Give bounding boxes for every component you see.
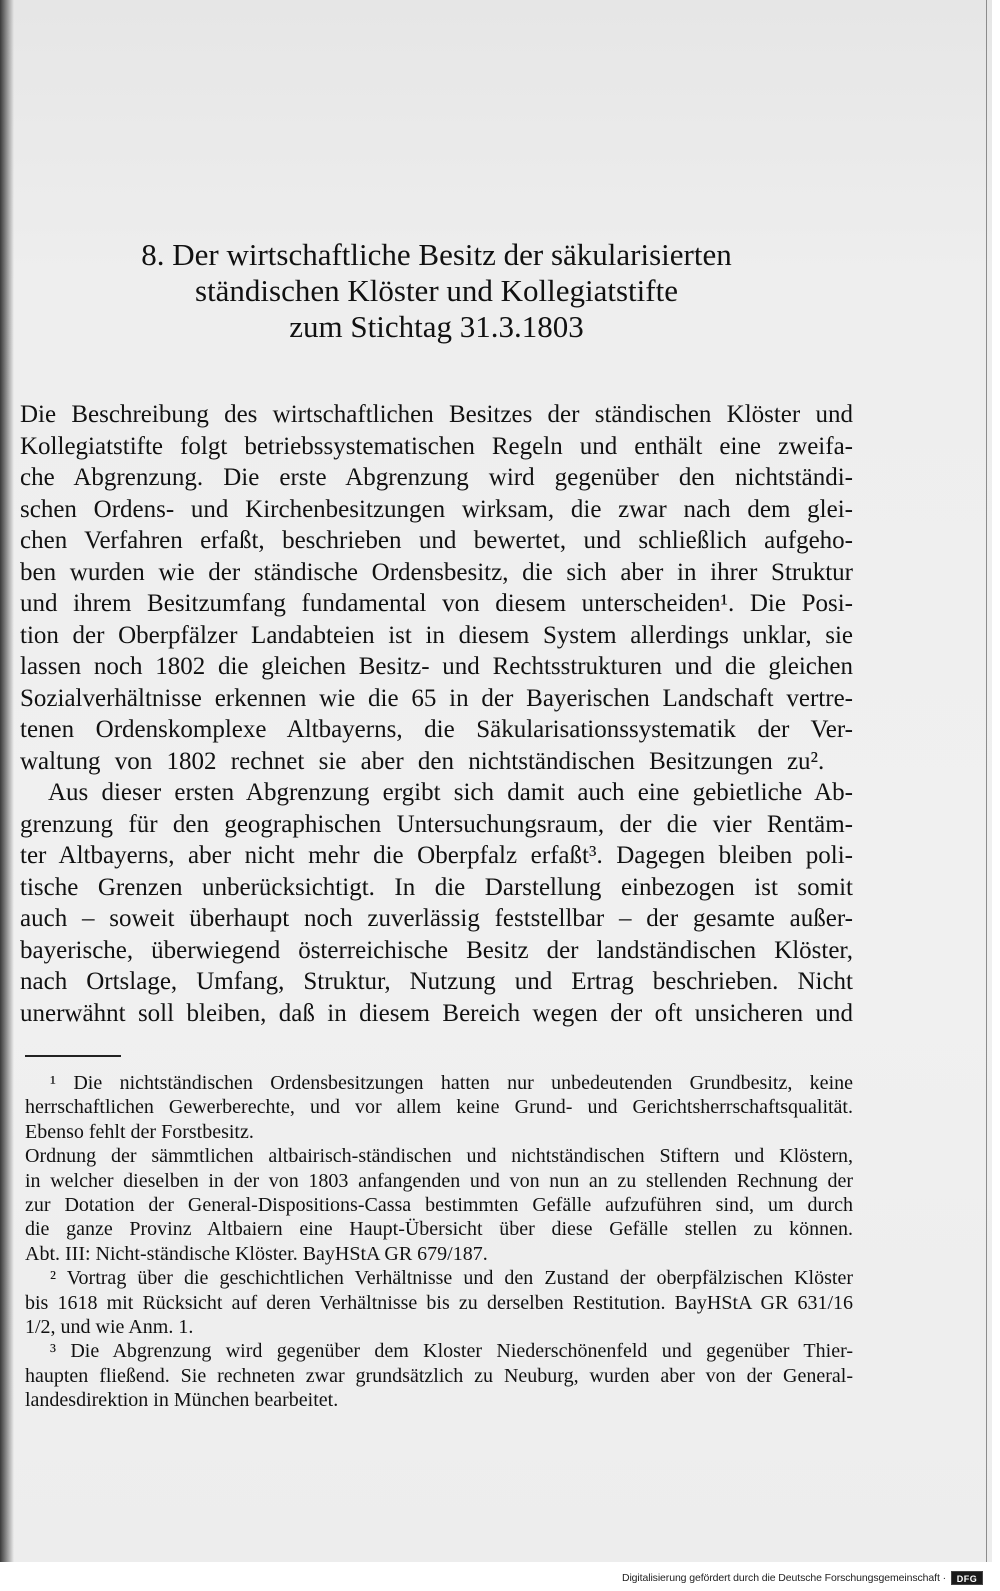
- footnote-line: ¹ Die nichtständischen Ordensbesitzungen hatten nur unbedeutenden Grundbesitz, keine: [50, 1072, 853, 1094]
- dfg-logo-icon: DFG: [951, 1571, 983, 1585]
- footnote-line: in welcher dieselben in der von 1803 anfangenden und von nun an zu stellenden Rechnung der: [25, 1169, 853, 1192]
- footnote-line: Abt. III: Nicht-ständische Klöster. BayHStA GR 679/187.: [25, 1242, 488, 1265]
- body-line: grenzung für den geographischen Untersuchungsraum, der die vier Rentäm-: [20, 810, 853, 838]
- footnote-line: landesdirektion in München bearbeitet.: [25, 1389, 339, 1412]
- body-line: che Abgrenzung. Die erste Abgrenzung wird gegenüber den nichtständi-: [20, 464, 853, 491]
- binding-shadow: [0, 0, 14, 1562]
- body-text: [20, 399, 853, 1029]
- footnotes: [25, 1071, 853, 1412]
- body-line: tion der Oberpfälzer Landabteien ist in diesem System allerdings unklar, sie: [20, 621, 853, 649]
- body-line: Aus dieser ersten Abgrenzung ergibt sich damit auch eine gebietliche Ab-: [48, 779, 853, 806]
- body-line: nach Ortslage, Umfang, Struktur, Nutzung und Ertrag beschrieben. Nicht: [20, 968, 853, 995]
- paragraph: [20, 777, 853, 1029]
- body-line: Kollegiatstifte folgt betriebssystematischen Regeln und enthält eine zweifa-: [20, 432, 853, 460]
- chapter-title: [20, 237, 853, 345]
- footnote-line: herrschaftlichen Gewerberechte, und vor allem keine Grund- und Gerichtsherrschaftsqualität.: [25, 1096, 853, 1119]
- footnote-line: die ganze Provinz Altbaiern eine Haupt-Übersicht über diese Gefälle stellen zu können.: [25, 1218, 853, 1241]
- digitization-credit: Digitalisierung gefördert durch die Deutsche Forschungsgemeinschaft ·: [621, 1572, 946, 1584]
- page-edge: [986, 0, 987, 1562]
- body-line: ben wurden wie der ständische Ordensbesitz, die sich aber in ihrer Struktur: [20, 558, 853, 586]
- body-line: schen Ordens- und Kirchenbesitzungen wirksam, die zwar nach dem glei-: [20, 495, 853, 523]
- footnote-3: [25, 1339, 853, 1412]
- paragraph: [20, 399, 853, 777]
- chapter-title-line: 8. Der wirtschaftliche Besitz der säkularisierten: [141, 237, 732, 272]
- body-line: bayerische, überwiegend österreichische Besitz der landständischen Klöster,: [20, 936, 853, 964]
- footnote-divider: [25, 1055, 121, 1057]
- footnote-line: ³ Die Abgrenzung wird gegenüber dem Kloster Niederschönenfeld und gegenüber Thier-: [50, 1340, 853, 1363]
- footnote-1: [25, 1071, 853, 1266]
- body-line: tenen Ordenskomplexe Altbayerns, die Säkularisationssystematik der Ver-: [20, 716, 853, 743]
- chapter-title-line: ständischen Klöster und Kollegiatstifte: [195, 273, 678, 308]
- footnote-line: zur Dotation der General-Dispositions-Cassa bestimmten Gefälle aufzuführen sind, um durch: [25, 1193, 853, 1216]
- chapter-title-line: zum Stichtag 31.3.1803: [289, 309, 584, 344]
- footnote-line: bis 1618 mit Rücksicht auf deren Verhältnisse bis zu derselben Restitution. BayHStA GR 631/16: [25, 1291, 853, 1314]
- footnote-line: Ebenso fehlt der Forstbesitz.: [25, 1120, 254, 1143]
- footnote-line: Ordnung der sämmtlichen altbairisch-ständischen und nichtständischen Stiftern und Klöstern,: [25, 1145, 853, 1168]
- body-line: chen Verfahren erfaßt, beschrieben und bewertet, und schließlich aufgeho-: [20, 527, 853, 554]
- body-line: und ihrem Besitzumfang fundamental von diesem unterscheiden¹. Die Posi-: [20, 590, 853, 617]
- body-line: tische Grenzen unberücksichtigt. In die Darstellung einbezogen ist somit: [20, 873, 853, 901]
- body-line: waltung von 1802 rechnet sie aber den nichtständischen Besitzungen zu².: [20, 747, 825, 775]
- footnote-line: ² Vortrag über die geschichtlichen Verhältnisse und den Zustand der oberpfälzischen Klöster: [50, 1267, 853, 1290]
- footnote-line: haupten fließend. Sie rechneten zwar grundsätzlich zu Neuburg, wurden aber von der General-: [25, 1364, 853, 1387]
- footnote-2: [25, 1266, 853, 1339]
- footnote-line: 1/2, und wie Anm. 1.: [25, 1315, 194, 1338]
- body-line: unerwähnt soll bleiben, daß in diesem Bereich wegen der oft unsicheren und: [20, 999, 853, 1027]
- body-line: Die Beschreibung des wirtschaftlichen Besitzes der ständischen Klöster und: [20, 401, 853, 428]
- body-line: auch – soweit überhaupt noch zuverlässig feststellbar – der gesamte außer-: [20, 905, 853, 932]
- body-line: ter Altbayerns, aber nicht mehr die Oberpfalz erfaßt³. Dagegen bleiben poli-: [20, 842, 853, 869]
- body-line: lassen noch 1802 die gleichen Besitz- und Rechtsstrukturen und die gleichen: [20, 653, 853, 680]
- body-line: Sozialverhältnisse erkennen wie die 65 in der Bayerischen Landschaft vertre-: [20, 684, 853, 712]
